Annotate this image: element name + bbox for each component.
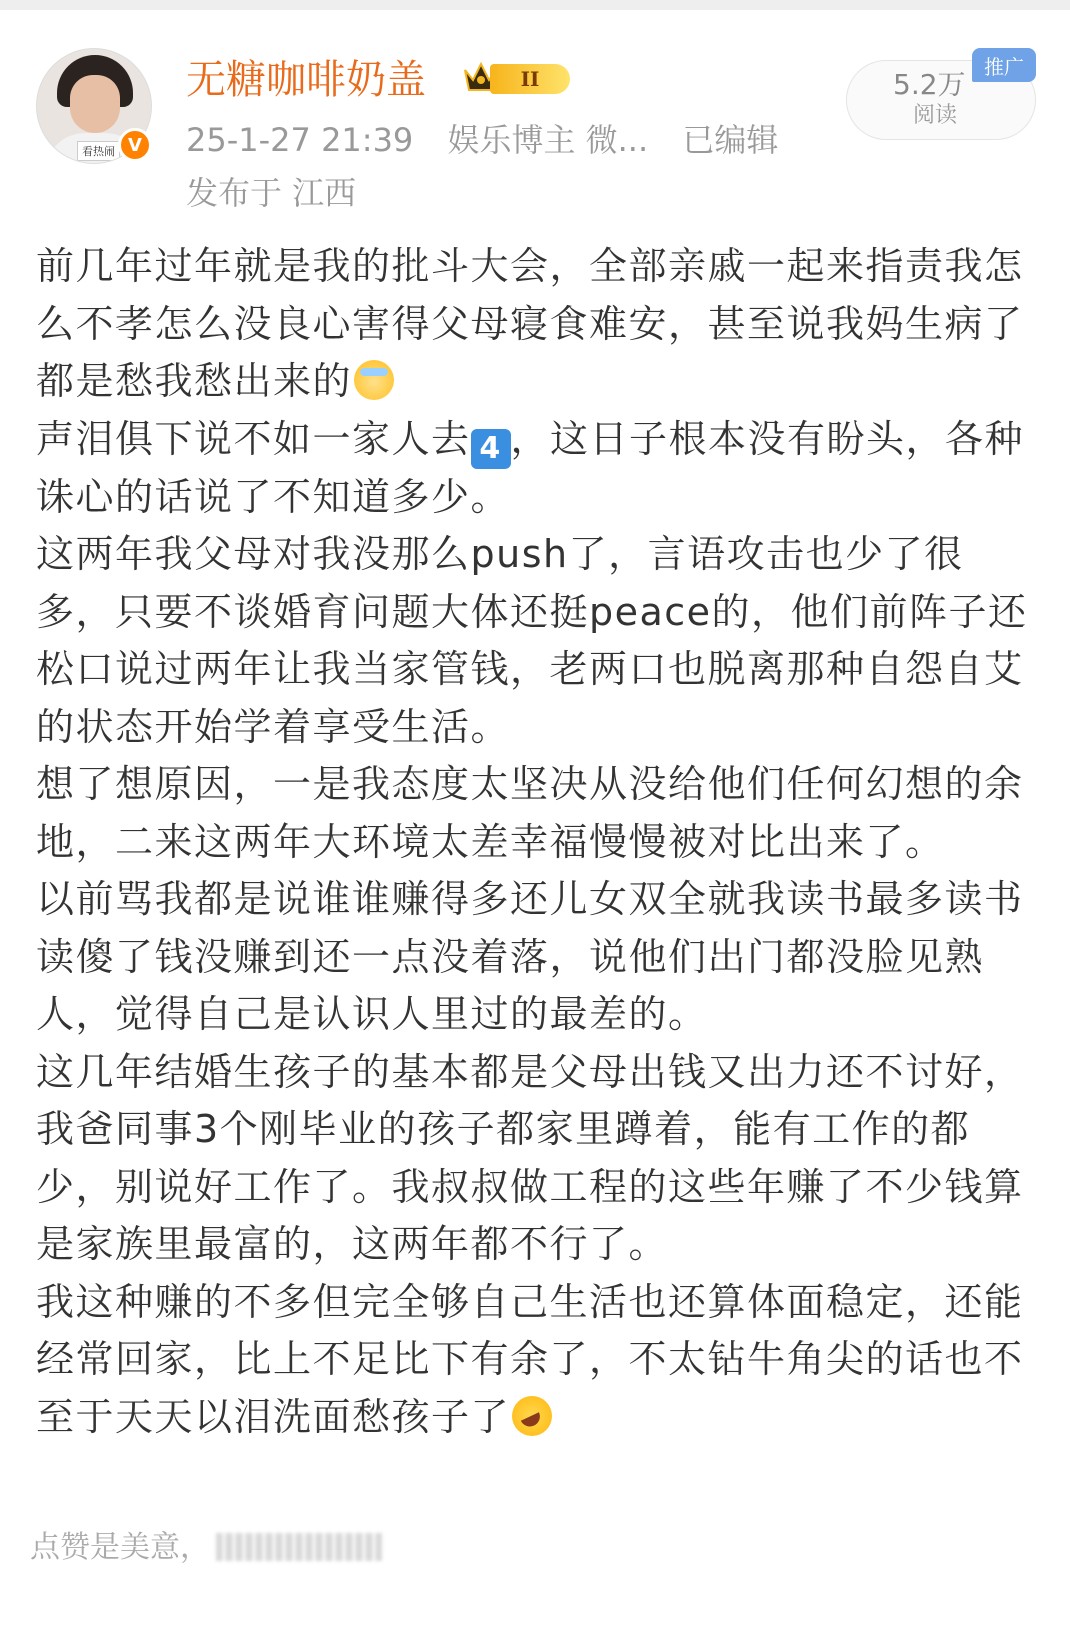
post-paragraph	[36, 411, 1036, 527]
post-location: 发布于 江西	[186, 174, 357, 212]
promo-badge[interactable]: 推广	[972, 48, 1036, 82]
read-label: 阅读	[913, 103, 958, 128]
footer-text	[30, 1528, 382, 1568]
top-strip	[0, 0, 1070, 10]
keycap-four-emoji-icon: 4	[471, 429, 511, 469]
edited-label[interactable]: 已编辑	[682, 121, 779, 159]
post-text: 前几年过年就是我的批斗大会，全部亲戚一起来指责我怎么不孝怎么没良心害得父母寝食难安，甚至说我妈生病了都是愁我愁出来的	[36, 244, 1024, 403]
post-time: 25-1-27 21:39	[186, 121, 414, 159]
username[interactable]: 无糖咖啡奶盖	[186, 57, 426, 103]
post-body	[36, 238, 1036, 1446]
post-text: 声泪俱下说不如一家人去	[36, 416, 471, 461]
post-paragraph	[36, 238, 1036, 411]
post-text: ，这日子根本没有盼头，各种诛心的话说了不知道多少。	[36, 416, 1025, 519]
avatar-face	[70, 75, 120, 133]
post-paragraph: 这两年我父母对我没那么push了，言语攻击也少了很多，只要不谈婚育问题大体还挺peace的，他们前阵子还松口说过两年让我当家管钱，老两口也脱离那种自怨自艾的状态开始学着享受生活。	[36, 532, 1028, 749]
post-paragraph: 这几年结婚生孩子的基本都是父母出钱又出力还不讨好，我爸同事3个刚毕业的孩子都家里蹲着，能有工作的都少，别说好工作了。我叔叔做工程的这些年赚了不少钱算是家族里最富的，这两年都不行了。	[36, 1049, 1024, 1266]
read-count: 5.2万	[893, 68, 966, 101]
sick-face-emoji-icon	[354, 360, 394, 400]
post-paragraph: 想了想原因，一是我态度太坚决从没给他们任何幻想的余地，二来这两年大环境太差幸福慢慢被对比出来了。	[36, 762, 1024, 864]
post-source[interactable]: 娱乐博主 微...	[447, 121, 649, 159]
post-paragraph	[36, 1274, 1036, 1447]
rolling-laughing-emoji-icon	[512, 1396, 552, 1436]
footer-label: 点赞是美意，	[30, 1530, 210, 1565]
post-meta	[186, 120, 802, 160]
level-badge: II	[490, 64, 570, 94]
post-text: 我这种赚的不多但完全够自己生活也还算体面稳定，还能经常回家，比上不足比下有余了，不太钻牛角尖的话也不至于天天以泪洗面愁孩子了	[36, 1279, 1024, 1439]
avatar-tag: 看热闹	[77, 141, 120, 161]
post-paragraph: 以前骂我都是说谁谁赚得多还儿女双全就我读书最多读书读傻了钱没赚到还一点没着落，说他们出门都没脸见熟人，觉得自己是认识人里过的最差的。	[36, 877, 1024, 1036]
blurred-text	[216, 1533, 382, 1561]
verified-badge-icon: V	[118, 128, 152, 162]
